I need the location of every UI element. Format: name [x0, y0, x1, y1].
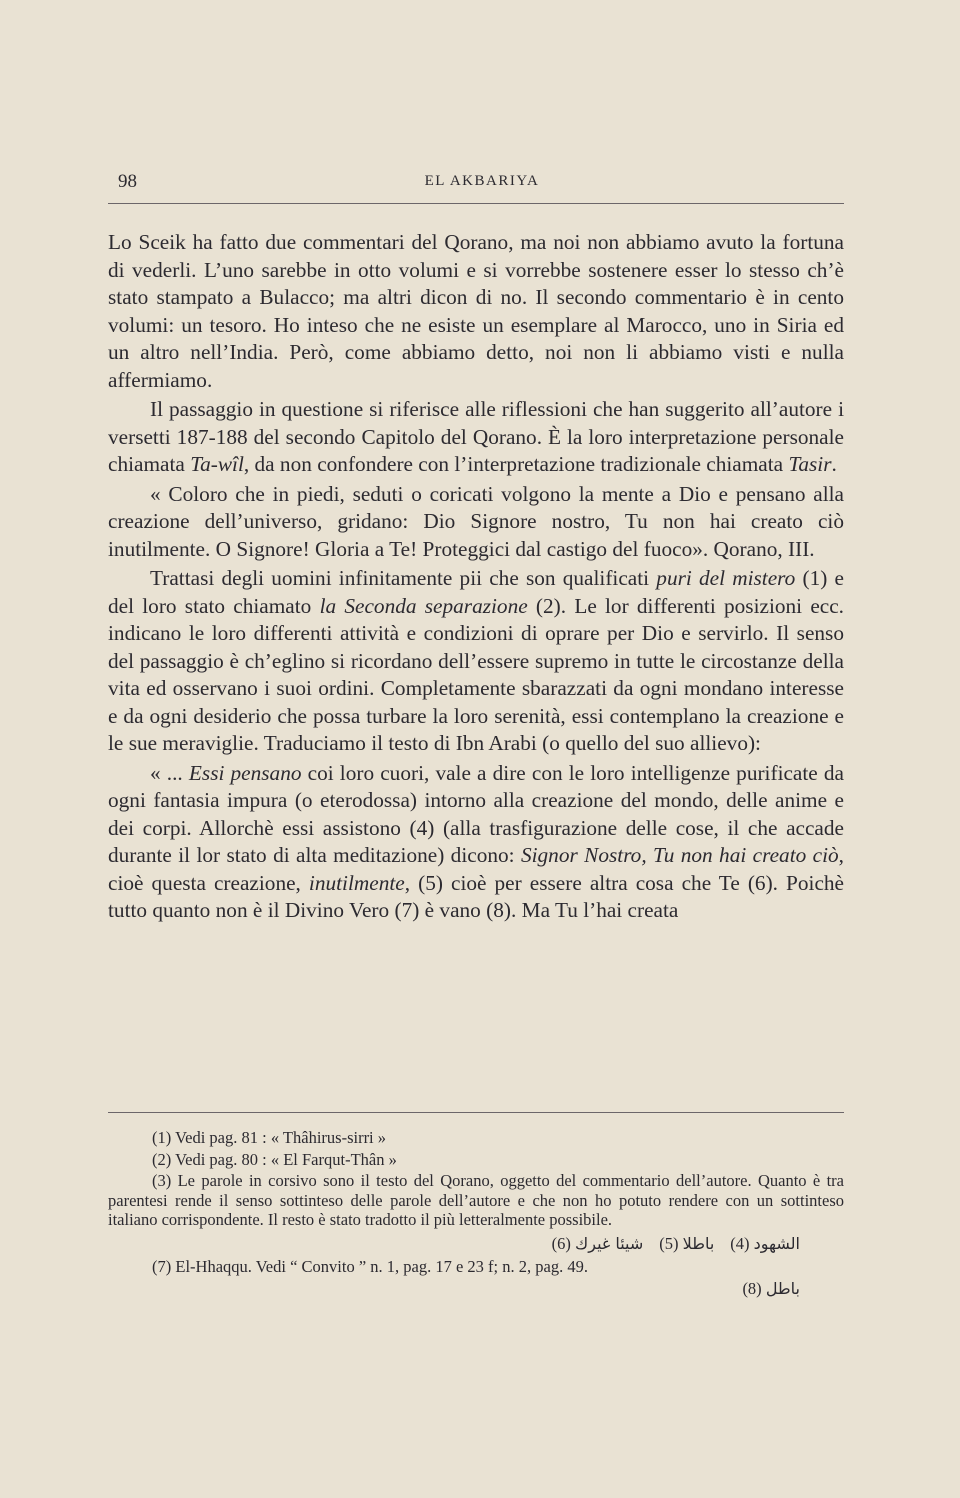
italic-term: Tasir — [788, 452, 832, 476]
running-title: EL AKBARIYA — [424, 173, 540, 189]
text-run: coi loro cuori, vale a dire con le loro intelligenze purificate da ogni fantasia impura (o eterodossa) intorno alla creazione del mondo, delle anime e dei corpi. Allorchè essi assistono (4) (alla trasfigurazione delle cose, il che accade durante il lor stato di alta meditazione) dicono: — [108, 760, 844, 867]
paragraph-2 — [108, 396, 844, 479]
paragraph-4 — [108, 565, 844, 758]
text-run: Il passaggio in questione si riferisce alle riflessioni che han suggerito all’autore i versetti 187-188 del secondo Capitolo del Qorano. È la loro interpretazione personale chiamata — [108, 397, 844, 476]
italic-term: puri del mistero — [656, 566, 796, 590]
text-run: , cioè questa creazione, — [108, 843, 844, 895]
footnote-number: (6) — [551, 1233, 571, 1253]
paragraph-quote: « Coloro che in piedi, seduti o coricati volgono la mente a Dio e pensano alla creazione dell’universo, gridano: Dio Signore nostro, Tu non hai creato ciò inutilmente. O Signore! Gloria a Te! Proteggici dal castigo del fuoco». Qorano, III. — [108, 481, 844, 561]
footnote-8 — [742, 1279, 800, 1299]
text-run: . — [831, 452, 837, 476]
arabic-word: شيئا غيرك — [575, 1233, 644, 1253]
footnote-7: (7) El-Hhaqqu. Vedi “ Convito ” n. 1, pag. 17 e 23 f; n. 2, pag. 49. — [152, 1257, 588, 1276]
footnote-2: (2) Vedi pag. 80 : « El Farqut-Thân » — [152, 1149, 397, 1169]
italic-term: inutilmente — [308, 870, 405, 895]
footnote-6 — [552, 1234, 644, 1254]
main-text — [108, 229, 844, 927]
arabic-word: باطلا — [682, 1233, 715, 1253]
paragraph-5 — [108, 760, 844, 925]
footnote-number: (4) — [730, 1233, 750, 1253]
footnote-rule — [108, 1112, 844, 1113]
text-run: (2). Le lor differenti posizioni ecc. indicano le loro differenti attività e condizioni di oprare per Dio e servirlo. Il senso del passaggio è ch’eglino si ricordano dell’essere supremo in tutte le circostanze della vita ed osservano i suoi ordini. Completamente sbarazzati da ogni mondano interesse e da ogni desiderio che possa turbare la loro serenità, essi contemplano la creazione e le sue meraviglie. Traduciamo il testo di Ibn Arabi (o quello del suo allievo): — [108, 593, 844, 755]
page-header — [118, 171, 846, 201]
arabic-word: باطل — [765, 1278, 800, 1298]
text-run: « ... — [150, 760, 189, 785]
arabic-word: الشهود — [753, 1233, 800, 1253]
italic-term: Essi pensano — [188, 760, 302, 785]
footnote-1: (1) Vedi pag. 81 : « Thâhirus-sirri » — [152, 1128, 387, 1147]
text-run: , da non confondere con l’interpretazione tradizionale chiamata — [243, 452, 789, 476]
italic-term: Ta-wîl — [190, 452, 244, 476]
header-rule — [108, 203, 844, 204]
text-run: (1) e del loro stato chiamato — [108, 566, 844, 618]
footnote-number: (5) — [659, 1233, 679, 1253]
footnote-3: (3) Le parole in corsivo sono il testo del Qorano, oggetto del commentario dell’autore. Quanto è tra parentesi rende il senso sottinteso delle parole dell’autore e che non ho potuto rendere con un sottinteso italiano corrispondente. Il resto è stato tradotto il più letteralmente possibile. — [108, 1171, 844, 1229]
italic-term: la Seconda separazione — [319, 593, 528, 618]
footnotes-arabic-row — [108, 1234, 844, 1254]
footnote-5 — [659, 1234, 714, 1254]
footnotes-arabic-row-2 — [108, 1279, 844, 1299]
text-run: , (5) cioè per essere altra cosa che Te (6). Poichè tutto quanto non è il Divino Vero (7) è vano (8). Ma Tu l’hai creata — [108, 870, 844, 922]
paragraph-1: Lo Sceik ha fatto due commentari del Qorano, ma noi non abbiamo avuto la fortuna di vederli. L’uno sarebbe in otto volumi e si vorrebbe sostenere esser lo stesso ch’è stato stampato a Bulacco; ma altri dicon di no. Il secondo commentario è in cento volumi: un tesoro. Ho inteso che ne esiste un esemplare al Marocco, uno in Siria ed un altro nell’India. Però, come abbiamo detto, noi non li abbiamo visti e nulla affermiamo. — [108, 230, 844, 392]
italic-term: Signor Nostro, Tu non hai creato ciò — [520, 843, 839, 867]
text-run: Trattasi degli uomini infinitamente pii che son qualificati — [150, 566, 657, 590]
footnotes — [108, 1128, 844, 1302]
page-number: 98 — [118, 171, 137, 192]
footnote-number: (8) — [742, 1278, 762, 1298]
footnote-4 — [730, 1234, 800, 1254]
